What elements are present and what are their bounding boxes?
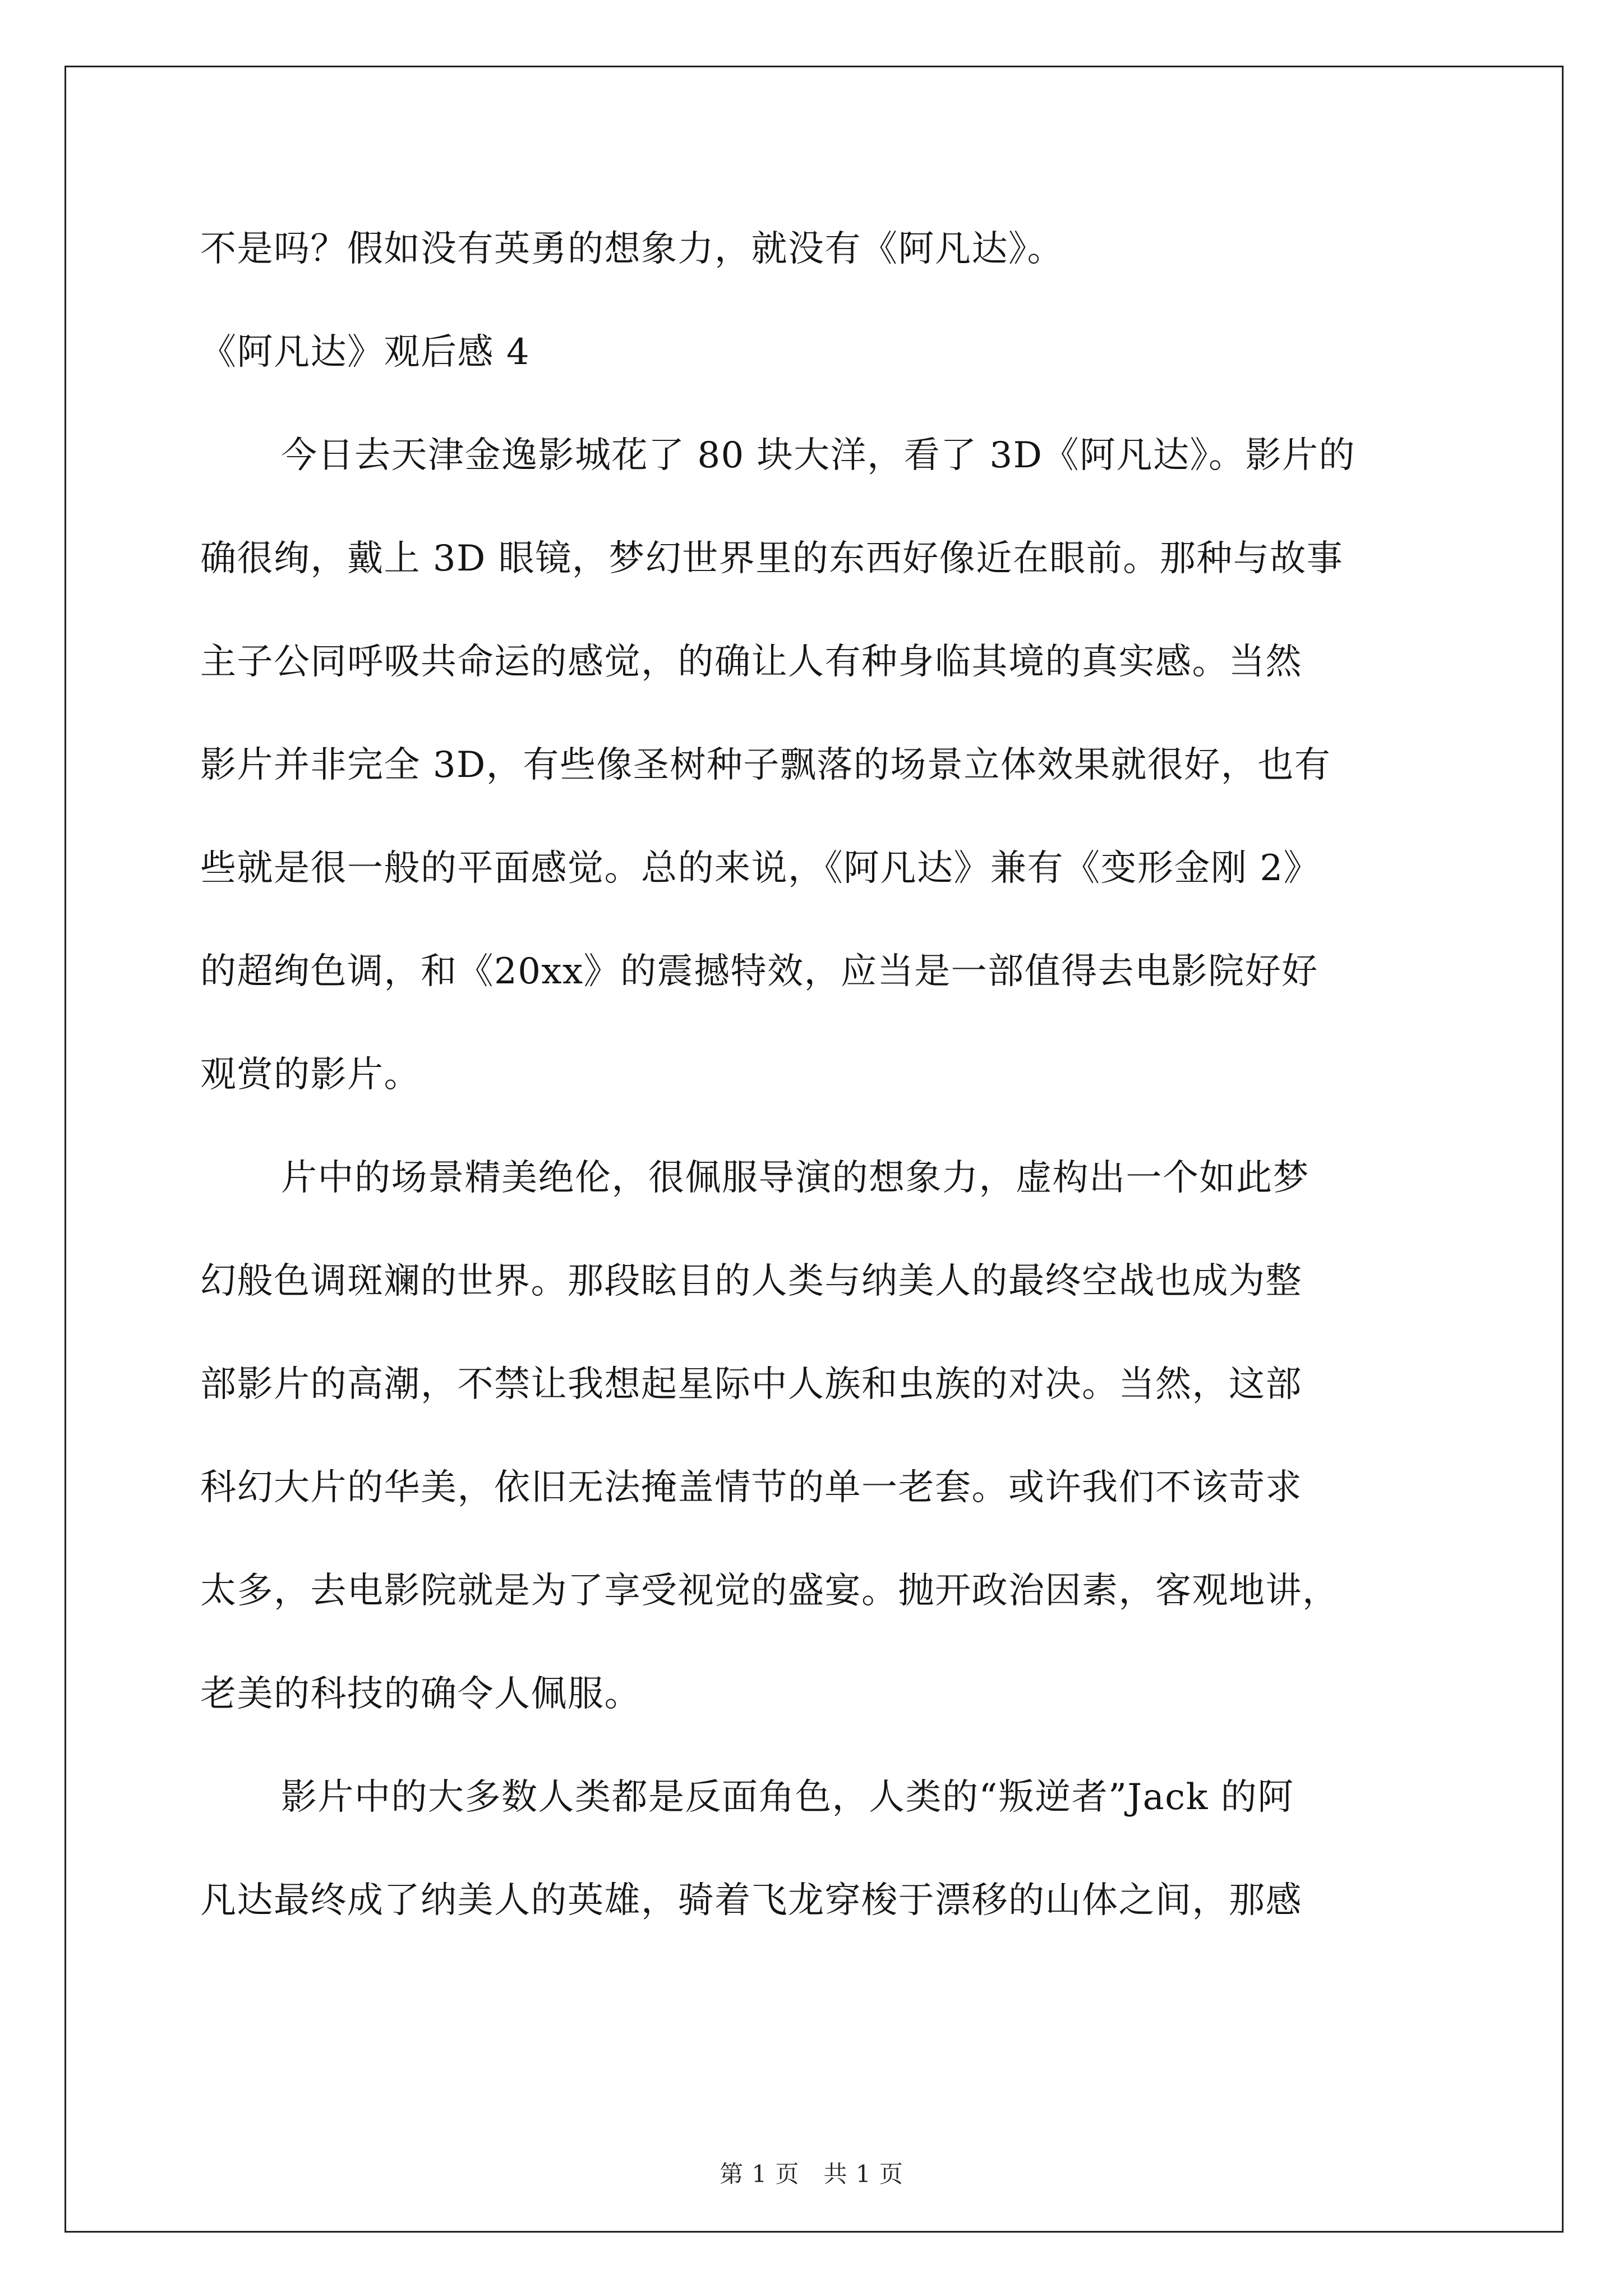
text-line: 幻般色调斑斓的世界。那段眩目的人类与纳美人的最终空战也成为整 xyxy=(200,1260,1302,1302)
text-line: 影片中的大多数人类都是反面角色，人类的“叛逆者”Jack 的阿 xyxy=(281,1777,1294,1818)
text-line: 科幻大片的华美，依旧无法掩盖情节的单一老套。或许我们不该苛求 xyxy=(200,1467,1302,1508)
text-line: 今日去天津金逸影城花了 80 块大洋，看了 3D《阿凡达》。影片的 xyxy=(281,435,1355,476)
text-line: 的超绚色调，和《20xx》的震撼特效，应当是一部值得去电影院好好 xyxy=(200,951,1318,992)
text-line: 部影片的高潮，不禁让我想起星际中人族和虫族的对决。当然，这部 xyxy=(200,1364,1302,1405)
text-line: 老美的科技的确令人佩服。 xyxy=(200,1673,641,1715)
text-line: 观赏的影片。 xyxy=(200,1054,421,1096)
text-line: 片中的场景精美绝伦，很佩服导演的想象力，虚构出一个如此梦 xyxy=(281,1157,1310,1199)
section-title: 《阿凡达》观后感 4 xyxy=(200,332,531,373)
text-line: 确很绚，戴上 3D 眼镜，梦幻世界里的东西好像近在眼前。那种与故事 xyxy=(200,538,1344,579)
text-line: 影片并非完全 3D，有些像圣树种子飘落的场景立体效果就很好，也有 xyxy=(200,744,1331,786)
text-line: 不是吗？假如没有英勇的想象力，就没有《阿凡达》。 xyxy=(200,228,1064,270)
page-footer: 第 1 页 共 1 页 xyxy=(720,2160,903,2188)
text-line: 主子公同呼吸共命运的感觉，的确让人有种身临其境的真实感。当然 xyxy=(200,641,1302,683)
text-line: 凡达最终成了纳美人的英雄，骑着飞龙穿梭于漂移的山体之间，那感 xyxy=(200,1880,1302,1921)
document-body xyxy=(200,208,1434,1962)
text-line: 些就是很一般的平面感觉。总的来说，《阿凡达》兼有《变形金刚 2》 xyxy=(200,848,1321,889)
text-line: 太多，去电影院就是为了享受视觉的盛宴。抛开政治因素，客观地讲， xyxy=(200,1570,1339,1612)
